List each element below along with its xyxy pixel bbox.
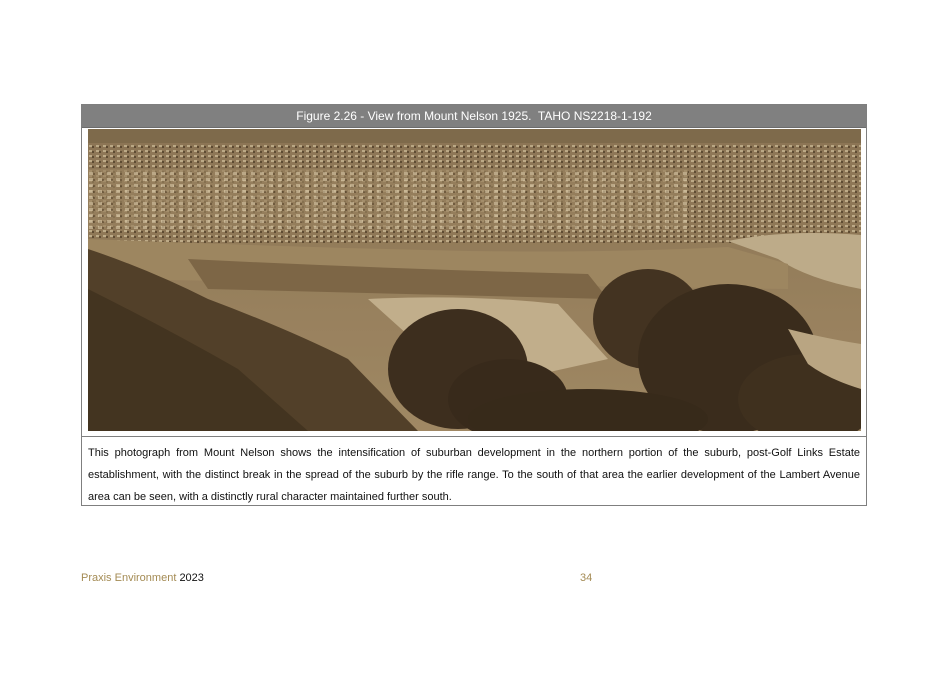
historic-photo xyxy=(88,129,861,431)
page-number: 34 xyxy=(580,572,593,584)
figure-box xyxy=(81,104,867,506)
figure-caption: This photograph from Mount Nelson shows the intensification of suburban development in the northern portion of the suburb, post-Golf Links Estate establishment, with the distinct break in the spread of the suburb by the rifle range. To the south of that area the earlier development of the Lambert Avenue area can be seen, with a distinctly rural character maintained further south. xyxy=(82,436,866,505)
footer-year: 2023 xyxy=(179,572,204,584)
sepia-landscape-photo-icon xyxy=(88,129,861,431)
figure-title: Figure 2.26 - View from Mount Nelson 1925. TAHO NS2218-1-192 xyxy=(82,105,866,128)
footer-org: Praxis Environment xyxy=(81,572,177,584)
footer-credit xyxy=(81,572,204,584)
